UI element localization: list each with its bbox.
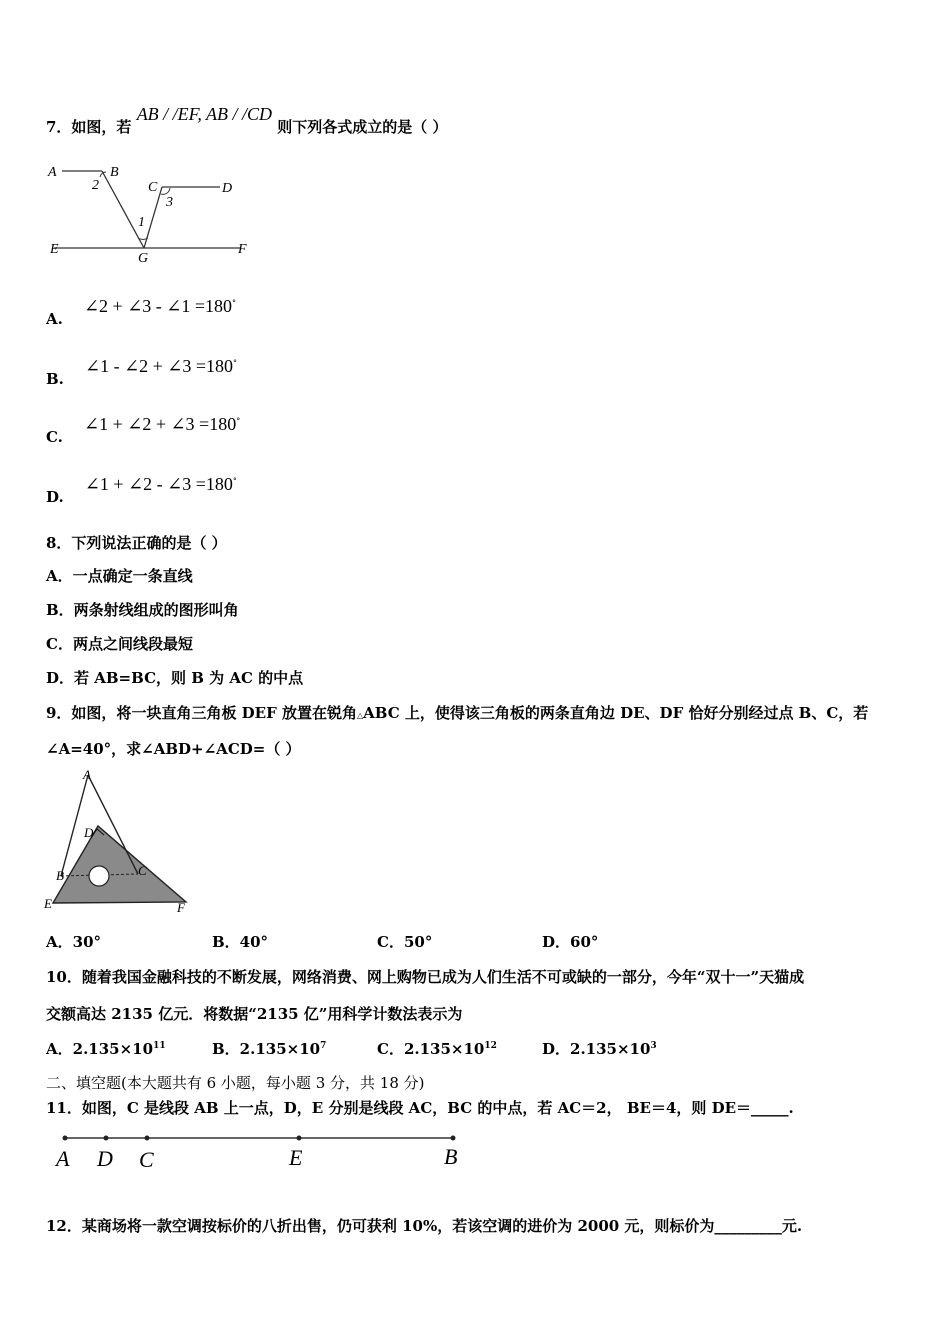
angle-3-arc <box>161 188 170 194</box>
label-3: 3 <box>166 195 173 210</box>
label-E: E <box>44 896 52 911</box>
label-E: E <box>50 242 59 257</box>
q7-prefix: 7．如图，若 <box>46 118 132 136</box>
q10-option-b: B．$2.135\times 10^7$ <box>212 1040 327 1058</box>
triangle-symbol: △ <box>356 711 364 720</box>
label-G: G <box>138 251 149 266</box>
q7-math: AB / /EF, AB / /CD <box>136 104 273 124</box>
line-bg <box>102 171 144 248</box>
q9-line1: 9．如图，将一块直角三角板 DEF 放置在锐角△ABC 上，使得该三角板的两条直角边 DE、DF 恰好分别经过点 B、C，若 <box>46 704 869 722</box>
q7-option-c: C. ∠1 + ∠2 + ∠3 =180° <box>46 414 241 446</box>
q10-line1: 10．随着我国金融科技的不断发展，网络消费、网上购物已成为人们生活不可或缺的一部分，今年“双十一”天猫成 <box>46 968 805 986</box>
q10-option-a: A．$2.135\times 10^{11}$ <box>46 1040 166 1058</box>
point-A <box>63 1136 68 1141</box>
label-F: F <box>238 242 247 257</box>
q7-suffix: 则下列各式成立的是（ ） <box>277 118 448 136</box>
label-D: D <box>222 181 233 196</box>
point-B <box>451 1136 456 1141</box>
label-E: E <box>289 1145 303 1170</box>
label-C: C <box>139 1147 154 1172</box>
q8-option-d: D．若 AB=BC，则 B 为 AC 的中点 <box>46 669 304 687</box>
label-F: F <box>177 900 185 915</box>
q7-option-a: A. ∠2 + ∠3 - ∠1 =180° <box>46 296 237 328</box>
point-C <box>145 1136 150 1141</box>
q12-stem: 12．某商场将一款空调按标价的八折出售，仍可获利 10%，若该空调的进价为 2000 元，则标价为_________元. <box>46 1217 803 1235</box>
label-D: D <box>97 1146 113 1171</box>
label-C: C <box>148 180 158 195</box>
q9-option-a: A．30° <box>46 933 102 951</box>
label-A: A <box>56 1146 70 1171</box>
q9-option-b: B．40° <box>212 933 269 951</box>
q7-option-d: D. ∠1 + ∠2 - ∠3 =180° <box>46 474 237 506</box>
label-1: 1 <box>138 215 145 230</box>
label-C: C <box>138 863 147 878</box>
q9-line2: ∠A=40°，求∠ABD+∠ACD=（ ） <box>46 740 301 758</box>
q9-figure <box>40 766 200 916</box>
q10-option-d: D．$2.135\times 10^3$ <box>542 1040 657 1058</box>
angle-1-arc <box>138 238 148 239</box>
q9-option-d: D．60° <box>542 933 599 951</box>
q11-figure <box>40 1128 480 1178</box>
point-E <box>297 1136 302 1141</box>
label-2: 2 <box>92 178 99 193</box>
q7-figure <box>40 158 260 268</box>
q10-line2: 交额高达 2135 亿元．将数据“2135 亿”用科学计数法表示为 <box>46 1005 463 1023</box>
label-B: B <box>444 1144 458 1169</box>
triangle-hole <box>89 866 109 886</box>
label-B: B <box>56 868 64 883</box>
q8-option-b: B．两条射线组成的图形叫角 <box>46 601 239 619</box>
q8-stem: 8．下列说法正确的是（ ） <box>46 534 227 552</box>
q10-option-c: C．$2.135\times 10^{12}$ <box>377 1040 497 1058</box>
label-B: B <box>110 165 119 180</box>
label-A: A <box>83 767 91 782</box>
label-D: D <box>84 825 94 840</box>
q7-option-b: B. ∠1 - ∠2 + ∠3 =180° <box>46 356 238 388</box>
point-D <box>104 1136 109 1141</box>
label-A: A <box>48 165 57 180</box>
q7-stem <box>46 104 448 137</box>
q9-option-c: C．50° <box>377 933 433 951</box>
q11-stem: 11．如图，C 是线段 AB 上一点，D，E 分别是线段 AC，BC 的中点，若 AC＝2， BE＝4，则 DE＝_____. <box>46 1099 794 1117</box>
section-2-title: 二、填空题(本大题共有 6 小题，每小题 3 分，共 18 分) <box>46 1074 425 1092</box>
q8-option-c: C．两点之间线段最短 <box>46 635 193 653</box>
q8-option-a: A．一点确定一条直线 <box>46 567 193 585</box>
